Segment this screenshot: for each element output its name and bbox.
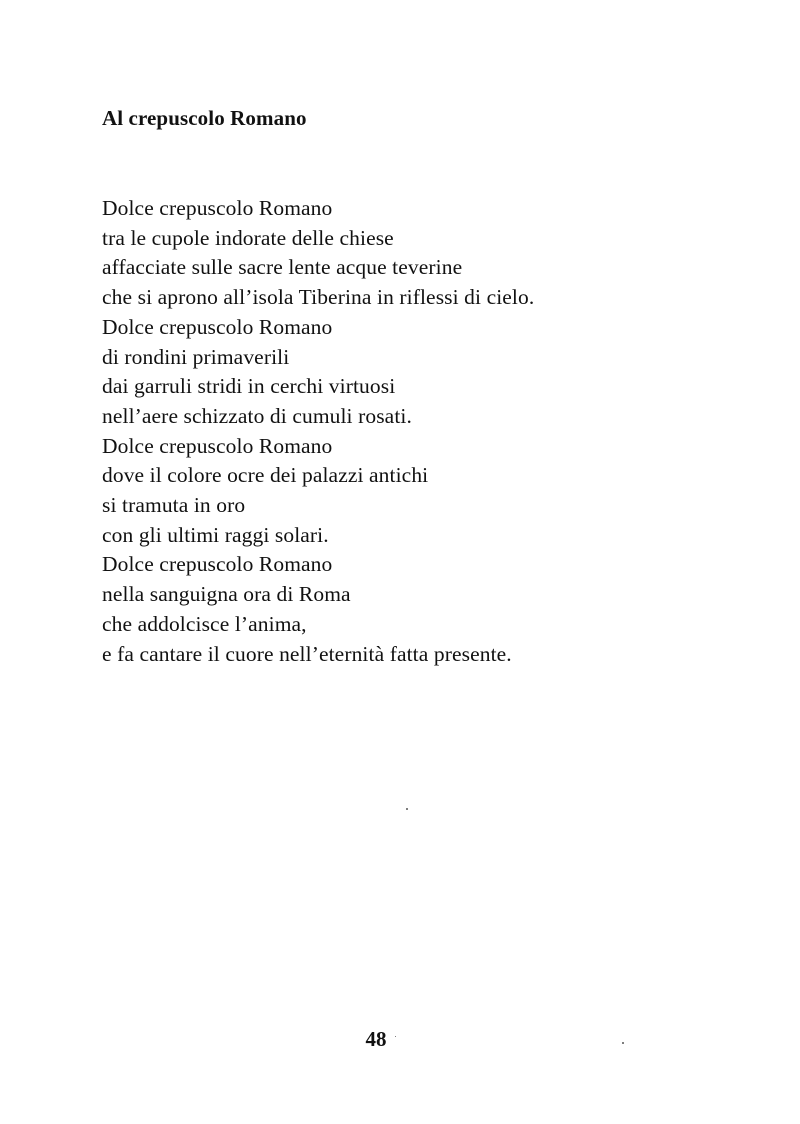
poem-body [102, 194, 534, 669]
scan-speck [622, 1042, 624, 1044]
poem-line: che si aprono all’isola Tiberina in riflessi di cielo. [102, 285, 535, 310]
page-number: 48 [365, 1027, 387, 1051]
scan-speck [406, 808, 408, 810]
poem-line: dai garruli stridi in cerchi virtuosi [102, 374, 396, 399]
poem-line: di rondini primaverili [102, 344, 290, 369]
poem-line: Dolce crepuscolo Romano [102, 433, 333, 458]
poem-line: affacciate sulle sacre lente acque teverine [102, 255, 463, 280]
poem-line: che addolcisce l’anima, [102, 611, 307, 636]
poem-line: Dolce crepuscolo Romano [102, 552, 333, 577]
poem-line: con gli ultimi raggi solari. [102, 522, 329, 547]
poem-line: tra le cupole indorate delle chiese [102, 225, 394, 250]
poem-line: nell’aere schizzato di cumuli rosati. [102, 403, 412, 428]
poem-title: Al crepuscolo Romano [102, 106, 307, 130]
poem-line: e fa cantare il cuore nell’eternità fatta presente. [102, 641, 512, 666]
poem-line: dove il colore ocre dei palazzi antichi [102, 463, 429, 488]
scan-speck [395, 1036, 396, 1037]
poem-line: nella sanguigna ora di Roma [102, 582, 351, 607]
poem-line: si tramuta in oro [102, 493, 246, 518]
poem-line: Dolce crepuscolo Romano [102, 314, 333, 339]
poem-line: Dolce crepuscolo Romano [102, 196, 333, 220]
